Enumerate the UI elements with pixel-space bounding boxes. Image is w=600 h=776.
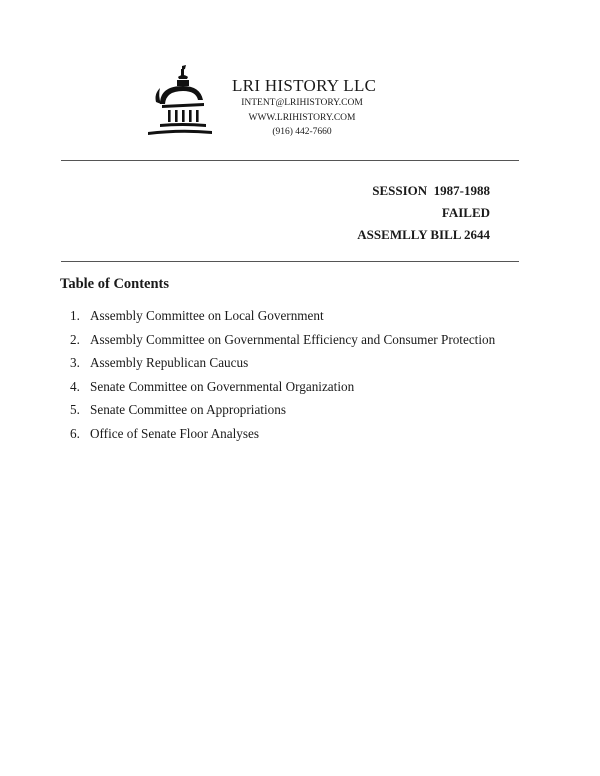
toc-item-number: 2. [70,331,80,347]
bill-status: FAILED [441,205,490,220]
company-name: LRI HISTORY LLC [232,76,377,95]
toc-list [70,307,495,448]
toc-item-label: Senate Committee on Appropriations [90,402,286,417]
email-address: INTENT@LRIHISTORY.COM [241,98,363,108]
toc-item-label: Assembly Committee on Local Government [90,308,324,323]
phone-number: (916) 442-7660 [272,127,332,137]
toc-item-label: Assembly Committee on Governmental Efficiency and Consumer Protection [90,331,496,347]
toc-item-number: 3. [70,355,80,370]
toc-item-2 [70,331,495,355]
divider-top [61,160,519,161]
toc-item-5 [70,401,495,425]
bill-number: ASSEMLLY BILL 2644 [357,227,490,242]
toc-item-label: Assembly Republican Caucus [90,355,249,370]
toc-item-4 [70,378,495,402]
capitol-dome-icon [146,64,214,138]
toc-item-label: Office of Senate Floor Analyses [90,425,259,441]
toc-item-6 [70,425,495,449]
toc-item-number: 5. [70,402,80,417]
divider-bottom [61,261,519,262]
toc-item-number: 6. [70,425,80,441]
website-address: WWW.LRIHISTORY.COM [248,112,356,123]
bill-info [357,180,490,246]
toc-item-number: 1. [70,308,80,323]
toc-item-label: Senate Committee on Governmental Organization [90,378,355,394]
toc-item-number: 4. [70,378,80,394]
letterhead [232,76,377,140]
session-label: SESSION 1987-1988 [372,183,490,198]
toc-item-3 [70,354,495,378]
toc-item-1 [70,307,495,331]
toc-title: Table of Contents [60,276,170,292]
